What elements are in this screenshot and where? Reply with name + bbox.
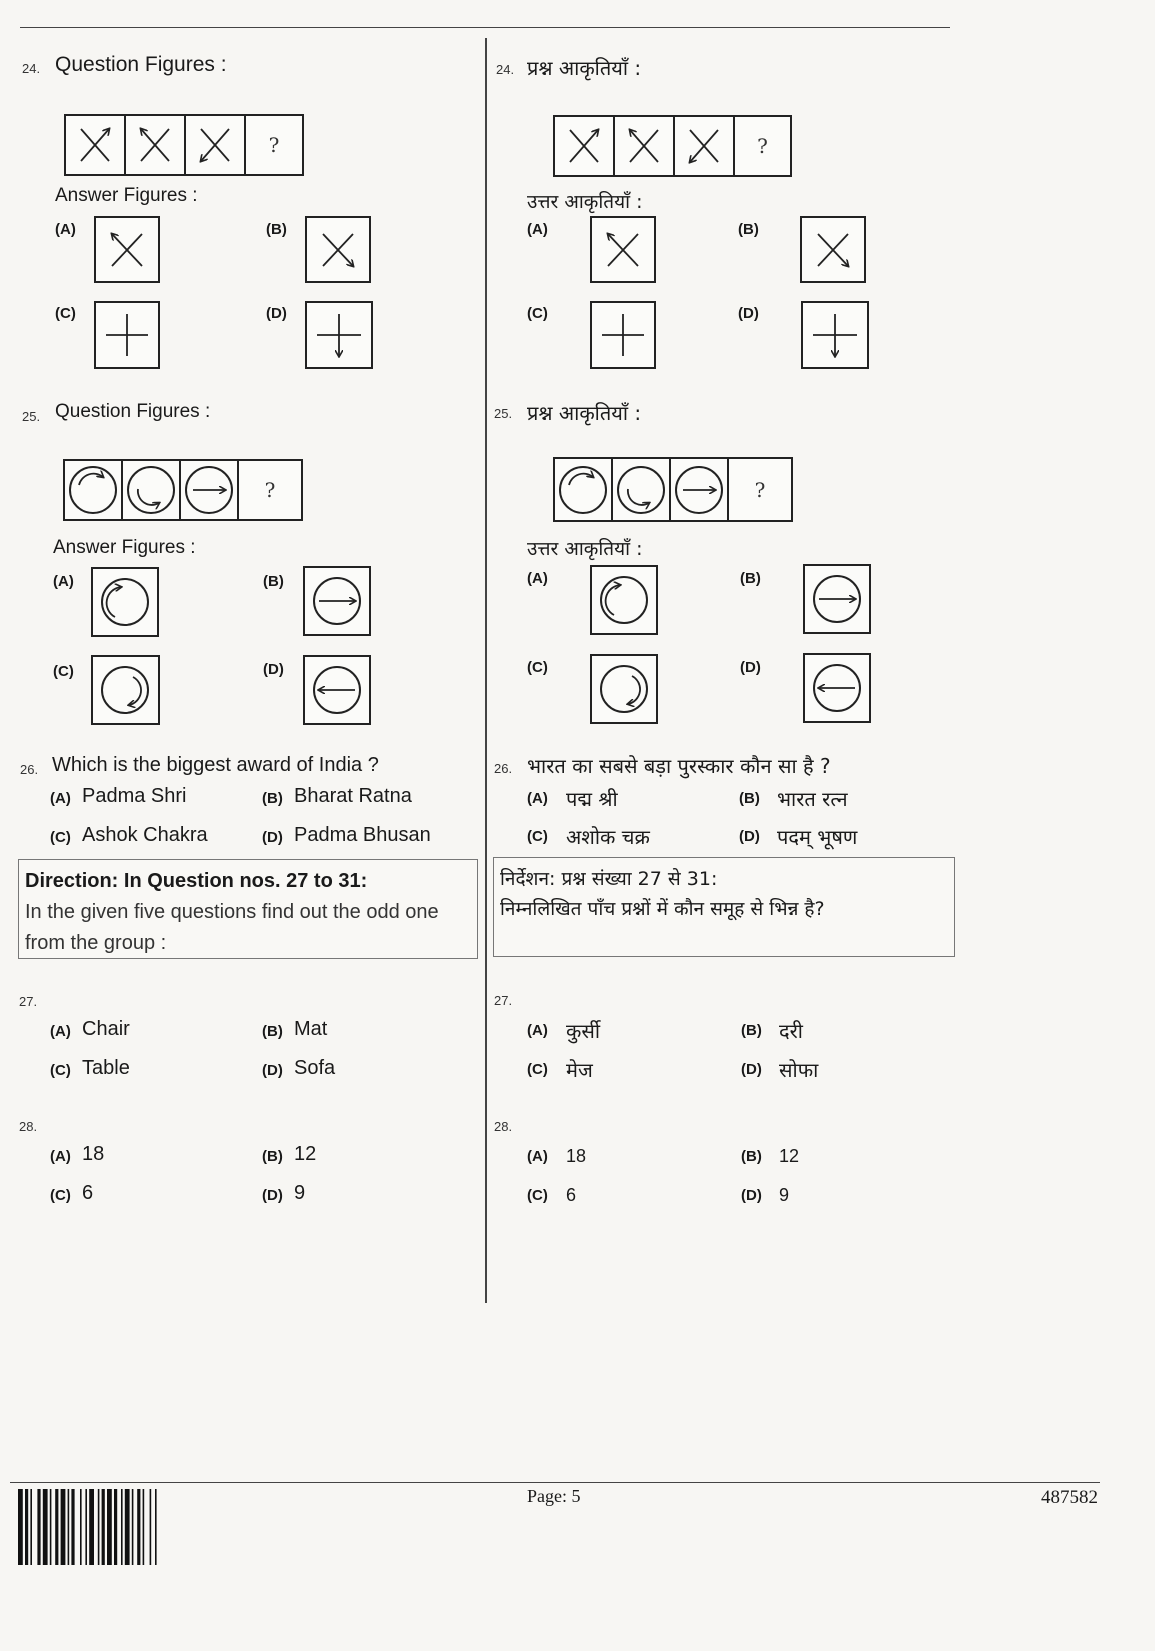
hi-q24-answer-d[interactable] bbox=[801, 301, 869, 369]
q27-number: 27. bbox=[19, 994, 38, 1009]
hi-q24-answer-title: उत्तर आकृतियाँ : bbox=[527, 191, 643, 213]
hi-q27-label-a: (A) bbox=[527, 1022, 548, 1039]
hi-q25-label-a: (A) bbox=[527, 570, 548, 587]
hi-q25-answer-title: उत्तर आकृतियाँ : bbox=[527, 538, 643, 560]
footer-rule bbox=[10, 1482, 1100, 1483]
hi-q27-label-c: (C) bbox=[527, 1061, 548, 1078]
hi-q26-question: भारत का सबसे बड़ा पुरस्कार कौन सा है ? bbox=[527, 754, 831, 778]
hi-q28-label-d: (D) bbox=[741, 1187, 762, 1204]
q25-label-a: (A) bbox=[53, 573, 74, 590]
paper-code: 487582 bbox=[1041, 1487, 1098, 1508]
q28-option-c[interactable]: 6 bbox=[82, 1182, 94, 1204]
q25-answer-b[interactable] bbox=[303, 566, 371, 636]
hi-q24-number: 24. bbox=[496, 62, 515, 77]
hi-q26-label-b: (B) bbox=[739, 790, 760, 807]
hi-q27-option-d[interactable]: सोफा bbox=[779, 1058, 819, 1082]
hi-q24-question-figures bbox=[553, 115, 792, 177]
q27-option-b[interactable]: Mat bbox=[294, 1018, 328, 1040]
q25-answer-c[interactable] bbox=[91, 655, 160, 725]
q26-label-d: (D) bbox=[262, 829, 283, 846]
hi-q26-option-b[interactable]: भारत रत्न bbox=[777, 787, 848, 811]
hi-q25-answer-b[interactable] bbox=[803, 564, 871, 634]
q26-label-b: (B) bbox=[262, 790, 283, 807]
hi-q24-fig4 bbox=[735, 117, 790, 175]
q25-label-b: (B) bbox=[263, 573, 284, 590]
q27-option-c[interactable]: Table bbox=[82, 1057, 130, 1079]
hi-q28-option-b[interactable]: 12 bbox=[779, 1146, 800, 1166]
page-number: Page: 5 bbox=[527, 1486, 581, 1506]
hi-q24-fig2 bbox=[615, 117, 675, 175]
hi-q26-label-a: (A) bbox=[527, 790, 548, 807]
hi-direction-heading: निर्देशन: प्रश्न संख्या 27 से 31: bbox=[500, 868, 718, 890]
hi-q25-label-b: (B) bbox=[740, 570, 761, 587]
hi-q25-question-mark: ? bbox=[754, 477, 766, 502]
q24-title: Question Figures : bbox=[55, 53, 227, 76]
column-divider bbox=[485, 38, 487, 1303]
hi-q25-answer-d[interactable] bbox=[803, 653, 871, 723]
hi-q25-fig3 bbox=[671, 459, 729, 520]
hi-q26-option-c[interactable]: अशोक चक्र bbox=[566, 825, 650, 849]
q24-fig3 bbox=[186, 116, 246, 174]
hi-q25-fig1 bbox=[555, 459, 613, 520]
hi-q24-fig1 bbox=[555, 117, 615, 175]
q24-number: 24. bbox=[22, 61, 41, 76]
hi-q26-option-d[interactable]: पदम् भूषण bbox=[777, 825, 858, 849]
hi-q24-label-c: (C) bbox=[527, 305, 548, 322]
barcode bbox=[16, 1487, 212, 1567]
q25-label-d: (D) bbox=[263, 661, 284, 678]
q25-answer-a[interactable] bbox=[91, 567, 159, 637]
q25-answer-d[interactable] bbox=[303, 655, 371, 725]
hi-q28-label-c: (C) bbox=[527, 1187, 548, 1204]
q27-option-a[interactable]: Chair bbox=[82, 1018, 130, 1040]
q27-option-d[interactable]: Sofa bbox=[294, 1057, 336, 1079]
hi-q24-answer-b[interactable] bbox=[800, 216, 866, 283]
q25-label-c: (C) bbox=[53, 663, 74, 680]
q24-answer-d[interactable] bbox=[305, 301, 373, 369]
hi-q27-option-c[interactable]: मेज bbox=[566, 1058, 593, 1082]
q25-question-mark: ? bbox=[264, 478, 276, 502]
hi-q24-answer-a[interactable] bbox=[590, 216, 656, 283]
q25-fig2 bbox=[123, 461, 181, 519]
hi-q28-number: 28. bbox=[494, 1119, 513, 1134]
q26-option-a[interactable]: Padma Shri bbox=[82, 785, 187, 807]
hi-q25-answer-c[interactable] bbox=[590, 654, 658, 724]
hi-q27-option-b[interactable]: दरी bbox=[779, 1019, 803, 1043]
q26-option-d[interactable]: Padma Bhusan bbox=[294, 824, 431, 846]
hi-q27-label-b: (B) bbox=[741, 1022, 762, 1039]
hi-q24-answer-c[interactable] bbox=[590, 301, 656, 369]
hi-q25-label-d: (D) bbox=[740, 659, 761, 676]
q28-label-d: (D) bbox=[262, 1187, 283, 1204]
hi-q25-label-c: (C) bbox=[527, 659, 548, 676]
hi-q24-label-b: (B) bbox=[738, 221, 759, 238]
hi-q24-question-mark: ? bbox=[757, 134, 768, 158]
q25-title: Question Figures : bbox=[55, 401, 211, 422]
q25-fig4 bbox=[239, 461, 301, 519]
q27-label-c: (C) bbox=[50, 1062, 71, 1079]
q27-label-b: (B) bbox=[262, 1023, 283, 1040]
direction-text: In the given five questions find out the odd one from the group : bbox=[25, 901, 439, 954]
q25-fig3 bbox=[181, 461, 239, 519]
q25-question-figures bbox=[63, 459, 303, 521]
hi-q25-fig2 bbox=[613, 459, 671, 520]
hi-q28-option-a[interactable]: 18 bbox=[566, 1146, 587, 1166]
hi-q24-label-d: (D) bbox=[738, 305, 759, 322]
q24-answer-title: Answer Figures : bbox=[55, 185, 198, 206]
q24-question-mark: ? bbox=[268, 133, 280, 157]
q28-option-d[interactable]: 9 bbox=[294, 1182, 306, 1204]
hi-q28-label-a: (A) bbox=[527, 1148, 548, 1165]
hi-direction-text: निम्नलिखित पाँच प्रश्नों में कौन समूह से भिन्न है? bbox=[500, 898, 825, 920]
q24-fig1 bbox=[66, 116, 126, 174]
direction-box-english bbox=[18, 859, 478, 959]
q24-fig2 bbox=[126, 116, 186, 174]
hi-q27-option-a[interactable]: कुर्सी bbox=[566, 1019, 601, 1043]
hi-q28-option-c[interactable]: 6 bbox=[566, 1185, 577, 1205]
q24-label-a: (A) bbox=[55, 221, 76, 238]
hi-q28-option-d[interactable]: 9 bbox=[779, 1185, 790, 1205]
hi-q26-label-c: (C) bbox=[527, 828, 548, 845]
hi-q28-label-b: (B) bbox=[741, 1148, 762, 1165]
q26-number: 26. bbox=[20, 762, 39, 777]
q26-label-a: (A) bbox=[50, 790, 71, 807]
hi-q27-label-d: (D) bbox=[741, 1061, 762, 1078]
hi-q25-question-figures bbox=[553, 457, 793, 522]
hi-q24-label-a: (A) bbox=[527, 221, 548, 238]
hi-q24-title: प्रश्न आकृतियाँ : bbox=[527, 56, 642, 80]
direction-heading: Direction: In Question nos. 27 to 31: bbox=[25, 870, 368, 892]
hi-q27-number: 27. bbox=[494, 993, 513, 1008]
hi-q25-number: 25. bbox=[494, 406, 513, 421]
hi-q25-answer-a[interactable] bbox=[590, 565, 658, 635]
q24-answer-c[interactable] bbox=[94, 301, 160, 369]
top-rule bbox=[20, 27, 950, 28]
q27-label-a: (A) bbox=[50, 1023, 71, 1040]
q26-option-c[interactable]: Ashok Chakra bbox=[82, 824, 208, 846]
q26-question: Which is the biggest award of India ? bbox=[52, 754, 379, 776]
q25-fig1 bbox=[65, 461, 123, 519]
q28-option-a[interactable]: 18 bbox=[82, 1143, 105, 1165]
q24-label-c: (C) bbox=[55, 305, 76, 322]
q24-label-d: (D) bbox=[266, 305, 287, 322]
q25-number: 25. bbox=[22, 409, 41, 424]
q24-fig4 bbox=[246, 116, 302, 174]
q28-label-b: (B) bbox=[262, 1148, 283, 1165]
hi-q26-number: 26. bbox=[494, 761, 513, 776]
q26-option-b[interactable]: Bharat Ratna bbox=[294, 785, 412, 807]
q28-label-c: (C) bbox=[50, 1187, 71, 1204]
q27-label-d: (D) bbox=[262, 1062, 283, 1079]
hi-q24-fig3 bbox=[675, 117, 735, 175]
q28-option-b[interactable]: 12 bbox=[294, 1143, 317, 1165]
q24-question-figures bbox=[64, 114, 304, 176]
q24-answer-b[interactable] bbox=[305, 216, 371, 283]
hi-q26-option-a[interactable]: पद्म श्री bbox=[566, 787, 618, 811]
hi-q26-label-d: (D) bbox=[739, 828, 760, 845]
q28-number: 28. bbox=[19, 1119, 38, 1134]
q28-label-a: (A) bbox=[50, 1148, 71, 1165]
q25-answer-title: Answer Figures : bbox=[53, 537, 196, 558]
hi-q25-title: प्रश्न आकृतियाँ : bbox=[527, 401, 642, 425]
q24-label-b: (B) bbox=[266, 221, 287, 238]
direction-box-hindi bbox=[493, 857, 955, 957]
q26-label-c: (C) bbox=[50, 829, 71, 846]
q24-answer-a[interactable] bbox=[94, 216, 160, 283]
hi-q25-fig4 bbox=[729, 459, 791, 520]
